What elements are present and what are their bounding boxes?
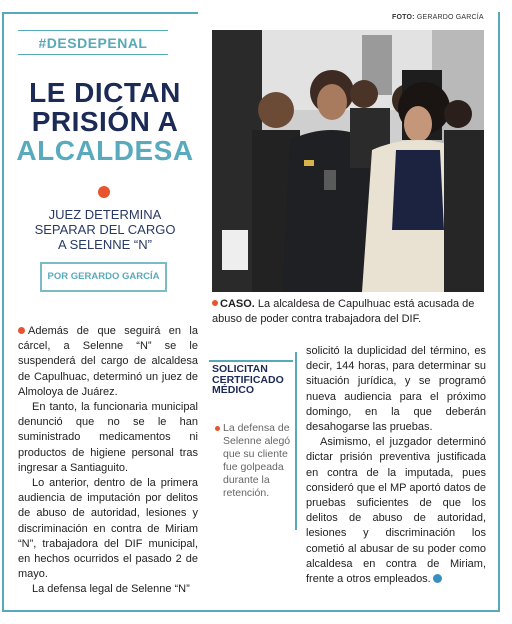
- sidebar-rule: [209, 360, 293, 362]
- caption-dot: [212, 300, 218, 306]
- headline-line1: LE DICTAN: [29, 77, 181, 108]
- bullet-dot: [98, 186, 110, 198]
- photo-illustration: [212, 30, 484, 292]
- sidebar-text: La defensa de Selenne alegó que su cliente fue golpeada durante la retención.: [223, 422, 295, 500]
- paragraph-4: La defensa legal de Selenne “N”: [32, 583, 190, 596]
- byline: POR GERARDO GARCÍA: [40, 262, 167, 292]
- caption-label: CASO.: [220, 298, 255, 310]
- headline: [12, 78, 198, 165]
- paragraph-5: solicitó la duplicidad del término, es decir, 144 horas, para determinar su situación jurídica, y se programó nueva audiencia para el próximo domingo, en la que deberán desahogarse las pruebas.: [306, 345, 486, 434]
- frame-top-rule: [2, 12, 198, 14]
- photo-credit: FOTO: GERARDO GARCÍA: [392, 14, 484, 21]
- section-tag: #DESDEPENAL: [18, 30, 168, 55]
- paragraph-6: Asimismo, el juzgador determinó dictar prisión preventiva justificada en contra de la imputada, pues consideró que el MP aportó datos de pruebas suficientes de que los delitos de abuso de autoridad, lesiones y discriminación los cometió al abusar de su poder como alcaldesa en contra de Miriam, frente a otros empleados.: [306, 436, 486, 586]
- caption-text: La alcaldesa de Capulhuac está acusada de abuso de poder contra trabajadora del DIF.: [212, 298, 475, 325]
- sidebar-title: SOLICITAN CERTIFICADO MÉDICO: [212, 363, 284, 396]
- subheadline: JUEZ DETERMINA SEPARAR DEL CARGO A SELENNE “N”: [34, 207, 176, 252]
- sidebar-dot: [215, 426, 220, 431]
- article-column-1: [18, 324, 198, 598]
- news-photo: [212, 30, 484, 292]
- paragraph-2: En tanto, la funcionaria municipal denunció que no se le han suministrado medicamentos ni productos de higiene personal tras ingresar a Santiaguito.: [18, 401, 198, 474]
- paragraph-3: Lo anterior, dentro de la primera audiencia de imputación por delitos de abuso de autoridad, lesiones y discriminación en contra de Miriam “N”, trabajadora del DIF municipal, en hechos ocurridos el pasado 2 de mayo.: [18, 477, 198, 581]
- headline-line3: ALCALDESA: [16, 135, 194, 166]
- photo-caption: [212, 297, 484, 327]
- article-column-2: [306, 344, 486, 587]
- lead-dot: [18, 327, 25, 334]
- headline-line2: PRISIÓN A: [31, 106, 179, 137]
- end-mark-icon: [433, 574, 442, 583]
- paragraph-1: Además de que seguirá en la cárcel, a Selenne “N” se le suspenderá del cargo de alcaldesa de Capulhuac, determinó un juez de Almoloya de Juárez.: [18, 325, 198, 398]
- sidebar-box: [209, 352, 297, 530]
